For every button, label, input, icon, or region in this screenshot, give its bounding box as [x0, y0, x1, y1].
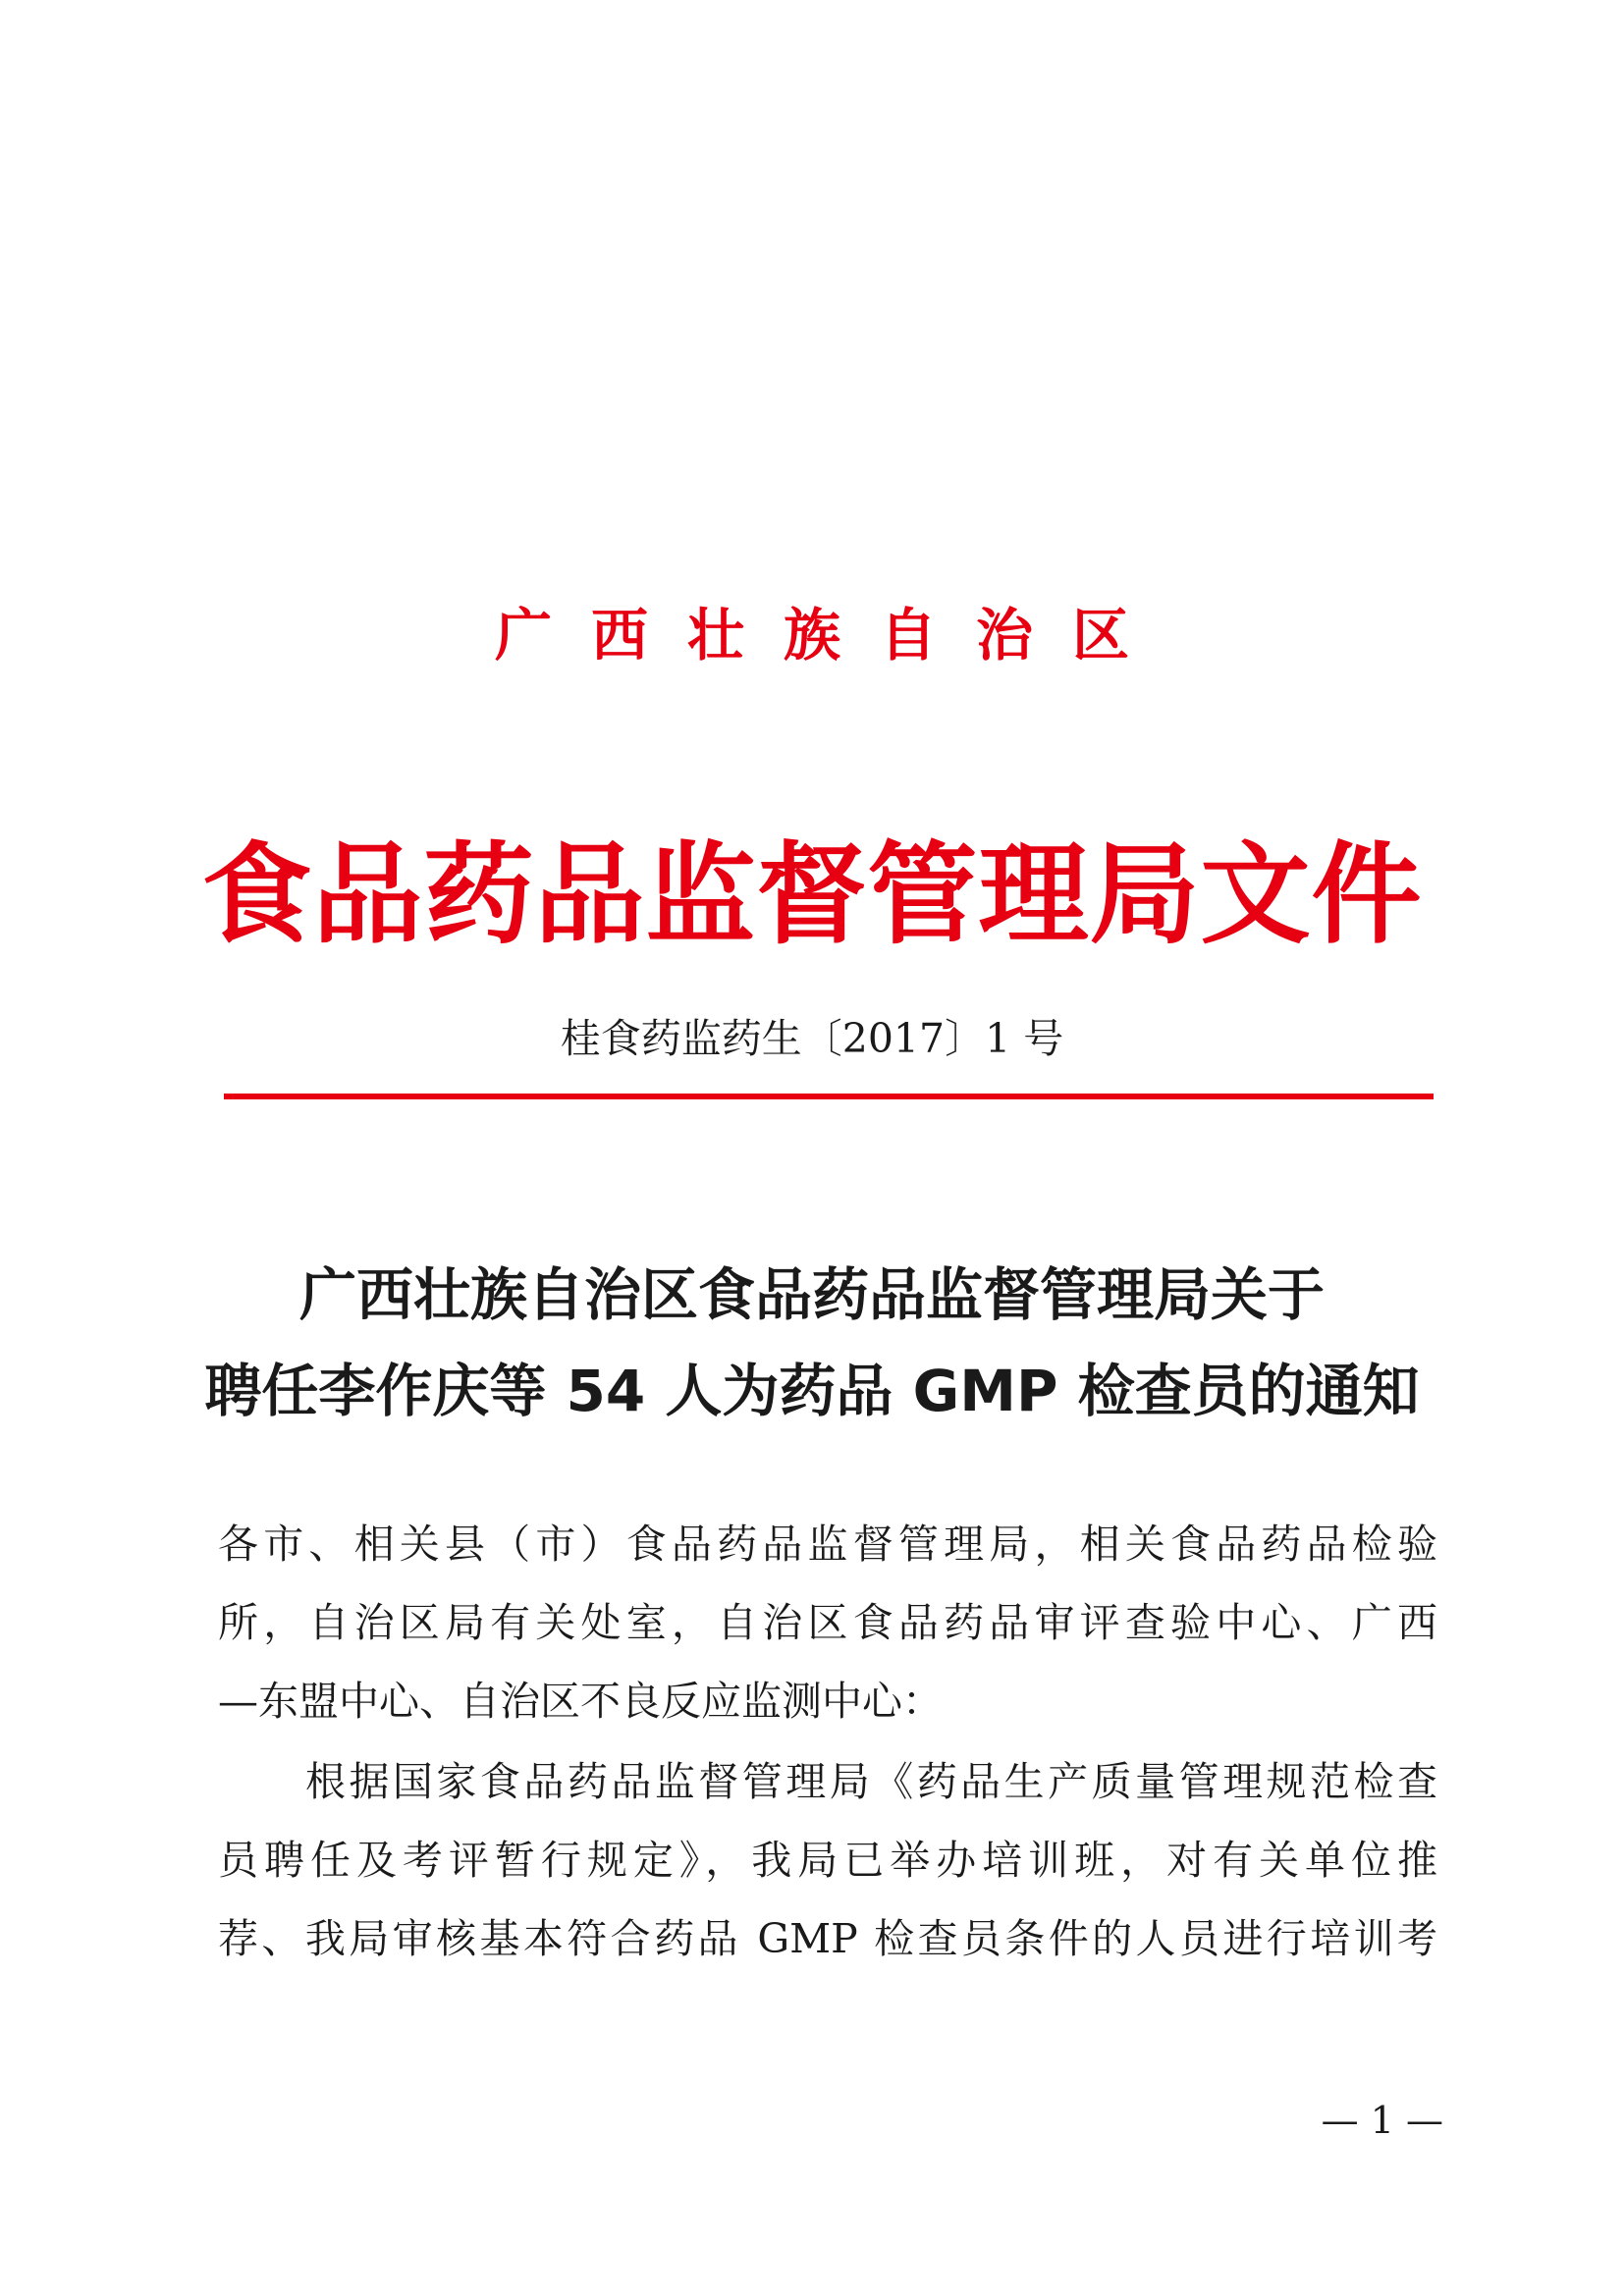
body-text-line: 员聘任及考评暂行规定》，我局已举办培训班，对有关单位推 [218, 1837, 1437, 1884]
body-text-line: —东盟中心、自治区不良反应监测中心： [218, 1678, 943, 1725]
page-number: — 1 — [1321, 2099, 1443, 2142]
red-divider-line [224, 1094, 1434, 1099]
document-header-title: 食品药品监督管理局文件 [201, 831, 1423, 959]
issuer-name-top: 广西壮族自治区 [494, 602, 1168, 668]
notice-title-line-1: 广西壮族自治区食品药品监督管理局关于 [298, 1261, 1325, 1328]
body-text-line: 各市、相关县（市）食品药品监督管理局，相关食品药品检验 [218, 1521, 1437, 1568]
notice-title-line-2: 聘任李作庆等 54 人为药品 GMP 检查员的通知 [204, 1358, 1420, 1424]
body-text-line: 所，自治区局有关处室，自治区食品药品审评查验中心、广西 [218, 1599, 1437, 1646]
document-number: 桂食药监药生〔2017〕1 号 [560, 1015, 1064, 1062]
body-text-line: 根据国家食品药品监督管理局《药品生产质量管理规范检查 [218, 1758, 1437, 1805]
body-text-line: 荐、我局审核基本符合药品 GMP 检查员条件的人员进行培训考 [218, 1915, 1437, 1962]
